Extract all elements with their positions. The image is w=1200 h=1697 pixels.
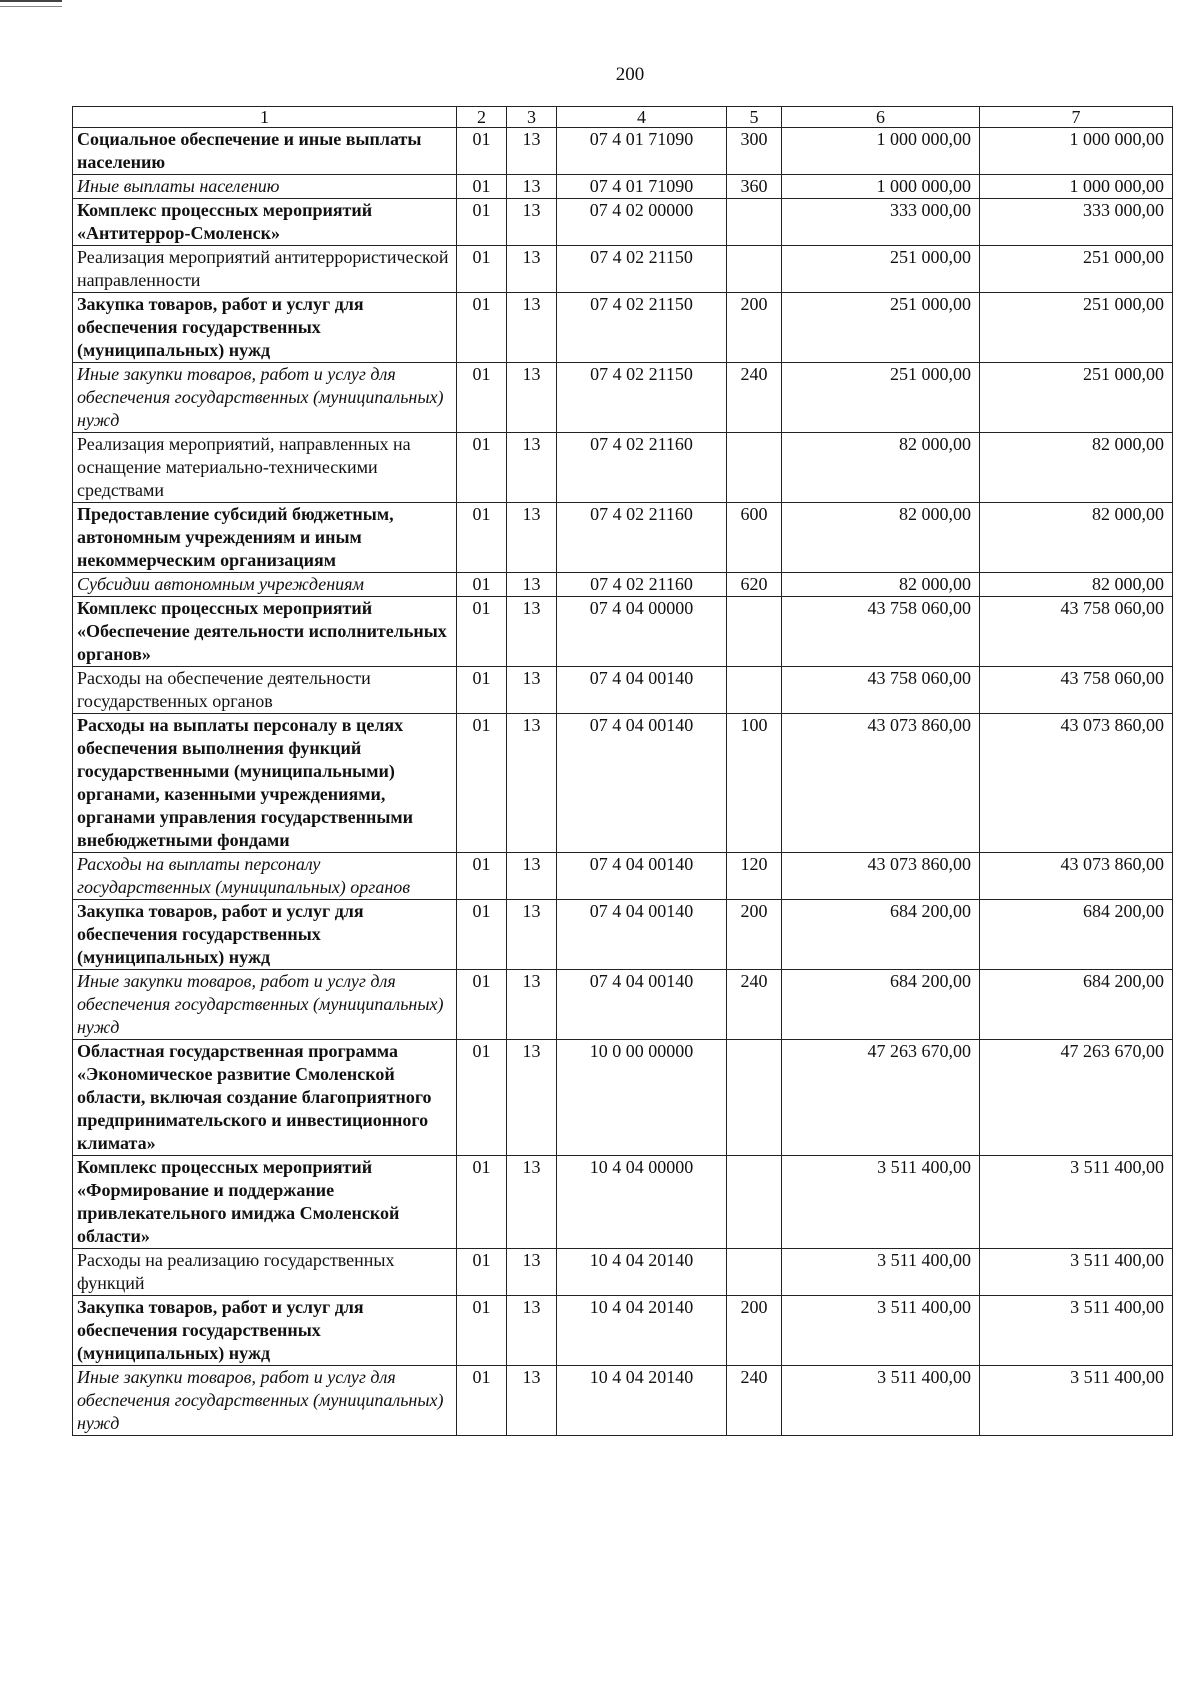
- cell-amount-2: 251 000,00: [980, 363, 1173, 433]
- cell-section: 01: [457, 667, 507, 714]
- cell-name: Иные выплаты населению: [73, 175, 457, 199]
- cell-subsection: 13: [507, 1040, 557, 1156]
- cell-amount-2: 684 200,00: [980, 970, 1173, 1040]
- cell-amount-1: 43 758 060,00: [782, 597, 980, 667]
- cell-amount-1: 43 073 860,00: [782, 853, 980, 900]
- cell-expense-type: [727, 1040, 782, 1156]
- cell-section: 01: [457, 573, 507, 597]
- cell-section: 01: [457, 1156, 507, 1249]
- cell-target-code: 10 0 00 00000: [557, 1040, 727, 1156]
- cell-amount-1: 47 263 670,00: [782, 1040, 980, 1156]
- cell-name: Расходы на обеспечение деятельности государственных органов: [73, 667, 457, 714]
- scan-edge-mark: [0, 0, 62, 2]
- cell-target-code: 07 4 04 00140: [557, 900, 727, 970]
- table-row: [73, 1296, 1173, 1366]
- cell-expense-type: 360: [727, 175, 782, 199]
- table-row: [73, 503, 1173, 573]
- header-col-5: 5: [727, 107, 782, 128]
- cell-name: Закупка товаров, работ и услуг для обеспечения государственных (муниципальных) нужд: [73, 293, 457, 363]
- table-row: [73, 199, 1173, 246]
- cell-target-code: 07 4 01 71090: [557, 128, 727, 175]
- cell-name: Субсидии автономным учреждениям: [73, 573, 457, 597]
- table-row: [73, 1156, 1173, 1249]
- cell-subsection: 13: [507, 128, 557, 175]
- cell-amount-2: 3 511 400,00: [980, 1156, 1173, 1249]
- cell-target-code: 07 4 02 21150: [557, 363, 727, 433]
- cell-target-code: 07 4 04 00140: [557, 853, 727, 900]
- table-row: [73, 597, 1173, 667]
- cell-name: Социальное обеспечение и иные выплаты населению: [73, 128, 457, 175]
- cell-target-code: 10 4 04 20140: [557, 1249, 727, 1296]
- cell-amount-1: 3 511 400,00: [782, 1156, 980, 1249]
- cell-name: Расходы на реализацию государственных функций: [73, 1249, 457, 1296]
- cell-section: 01: [457, 1366, 507, 1436]
- cell-amount-2: 43 073 860,00: [980, 714, 1173, 853]
- cell-subsection: 13: [507, 503, 557, 573]
- cell-amount-2: 43 758 060,00: [980, 597, 1173, 667]
- cell-expense-type: [727, 667, 782, 714]
- cell-expense-type: 100: [727, 714, 782, 853]
- cell-amount-1: 684 200,00: [782, 900, 980, 970]
- cell-amount-1: 684 200,00: [782, 970, 980, 1040]
- cell-amount-1: 1 000 000,00: [782, 128, 980, 175]
- cell-target-code: 07 4 04 00140: [557, 714, 727, 853]
- header-col-1: 1: [73, 107, 457, 128]
- cell-amount-1: 82 000,00: [782, 573, 980, 597]
- cell-subsection: 13: [507, 363, 557, 433]
- cell-name: Реализация мероприятий, направленных на оснащение материально-техническими средствами: [73, 433, 457, 503]
- cell-name: Закупка товаров, работ и услуг для обеспечения государственных (муниципальных) нужд: [73, 1296, 457, 1366]
- cell-target-code: 07 4 04 00140: [557, 970, 727, 1040]
- cell-subsection: 13: [507, 199, 557, 246]
- cell-section: 01: [457, 1040, 507, 1156]
- cell-section: 01: [457, 246, 507, 293]
- table-row: [73, 1249, 1173, 1296]
- cell-amount-1: 3 511 400,00: [782, 1249, 980, 1296]
- cell-section: 01: [457, 175, 507, 199]
- cell-subsection: 13: [507, 853, 557, 900]
- header-col-2: 2: [457, 107, 507, 128]
- table-row: [73, 900, 1173, 970]
- cell-expense-type: 120: [727, 853, 782, 900]
- cell-expense-type: [727, 597, 782, 667]
- header-col-6: 6: [782, 107, 980, 128]
- cell-amount-1: 43 758 060,00: [782, 667, 980, 714]
- cell-subsection: 13: [507, 597, 557, 667]
- scan-edge-mark: [0, 6, 62, 7]
- table-row: [73, 128, 1173, 175]
- cell-expense-type: [727, 433, 782, 503]
- cell-subsection: 13: [507, 175, 557, 199]
- page-number: 200: [615, 64, 645, 85]
- cell-subsection: 13: [507, 1366, 557, 1436]
- table-row: [73, 1366, 1173, 1436]
- cell-subsection: 13: [507, 667, 557, 714]
- cell-target-code: 07 4 02 21150: [557, 293, 727, 363]
- cell-section: 01: [457, 199, 507, 246]
- table-row: [73, 293, 1173, 363]
- cell-subsection: 13: [507, 293, 557, 363]
- cell-amount-1: 3 511 400,00: [782, 1366, 980, 1436]
- cell-expense-type: 620: [727, 573, 782, 597]
- cell-amount-1: 82 000,00: [782, 503, 980, 573]
- cell-expense-type: [727, 1249, 782, 1296]
- cell-amount-2: 251 000,00: [980, 246, 1173, 293]
- cell-amount-1: 1 000 000,00: [782, 175, 980, 199]
- cell-amount-2: 1 000 000,00: [980, 175, 1173, 199]
- cell-amount-1: 251 000,00: [782, 293, 980, 363]
- cell-amount-2: 3 511 400,00: [980, 1366, 1173, 1436]
- cell-section: 01: [457, 503, 507, 573]
- cell-expense-type: 200: [727, 900, 782, 970]
- cell-name: Комплекс процессных мероприятий «Обеспечение деятельности исполнительных органов»: [73, 597, 457, 667]
- header-col-4: 4: [557, 107, 727, 128]
- cell-expense-type: 240: [727, 363, 782, 433]
- header-col-3: 3: [507, 107, 557, 128]
- cell-target-code: 07 4 02 21160: [557, 433, 727, 503]
- cell-section: 01: [457, 1249, 507, 1296]
- table-row: [73, 1040, 1173, 1156]
- cell-expense-type: 200: [727, 1296, 782, 1366]
- cell-name: Иные закупки товаров, работ и услуг для обеспечения государственных (муниципальных) нужд: [73, 363, 457, 433]
- cell-subsection: 13: [507, 433, 557, 503]
- cell-amount-2: 684 200,00: [980, 900, 1173, 970]
- cell-name: Расходы на выплаты персоналу в целях обеспечения выполнения функций государственными (муниципальными) органами, казенными учреждениями, органами управления государственными внебюджетными фондами: [73, 714, 457, 853]
- cell-expense-type: 200: [727, 293, 782, 363]
- cell-section: 01: [457, 597, 507, 667]
- cell-subsection: 13: [507, 573, 557, 597]
- cell-target-code: 07 4 04 00000: [557, 597, 727, 667]
- cell-subsection: 13: [507, 246, 557, 293]
- cell-section: 01: [457, 714, 507, 853]
- table-row: [73, 573, 1173, 597]
- cell-name: Комплекс процессных мероприятий «Антитеррор-Смоленск»: [73, 199, 457, 246]
- cell-target-code: 07 4 02 21150: [557, 246, 727, 293]
- cell-target-code: 07 4 04 00140: [557, 667, 727, 714]
- cell-name: Реализация мероприятий антитеррористической направленности: [73, 246, 457, 293]
- cell-amount-1: 251 000,00: [782, 246, 980, 293]
- table-body: [73, 107, 1173, 1436]
- cell-subsection: 13: [507, 1296, 557, 1366]
- cell-subsection: 13: [507, 900, 557, 970]
- cell-amount-2: 82 000,00: [980, 573, 1173, 597]
- cell-section: 01: [457, 900, 507, 970]
- cell-amount-2: 3 511 400,00: [980, 1249, 1173, 1296]
- cell-amount-2: 333 000,00: [980, 199, 1173, 246]
- table-row: [73, 667, 1173, 714]
- cell-expense-type: [727, 246, 782, 293]
- cell-subsection: 13: [507, 1249, 557, 1296]
- cell-amount-2: 47 263 670,00: [980, 1040, 1173, 1156]
- cell-name: Областная государственная программа «Экономическое развитие Смоленской области, включая создание благоприятного предпринимательского и инвестиционного климата»: [73, 1040, 457, 1156]
- cell-target-code: 07 4 01 71090: [557, 175, 727, 199]
- cell-section: 01: [457, 293, 507, 363]
- cell-amount-2: 251 000,00: [980, 293, 1173, 363]
- cell-amount-1: 82 000,00: [782, 433, 980, 503]
- table-row: [73, 853, 1173, 900]
- cell-expense-type: [727, 199, 782, 246]
- table-row: [73, 175, 1173, 199]
- cell-expense-type: [727, 1156, 782, 1249]
- cell-section: 01: [457, 433, 507, 503]
- header-col-7: 7: [980, 107, 1173, 128]
- cell-expense-type: 240: [727, 1366, 782, 1436]
- cell-expense-type: 300: [727, 128, 782, 175]
- cell-section: 01: [457, 970, 507, 1040]
- cell-amount-1: 3 511 400,00: [782, 1296, 980, 1366]
- cell-section: 01: [457, 363, 507, 433]
- cell-name: Закупка товаров, работ и услуг для обеспечения государственных (муниципальных) нужд: [73, 900, 457, 970]
- cell-subsection: 13: [507, 714, 557, 853]
- cell-subsection: 13: [507, 970, 557, 1040]
- cell-name: Расходы на выплаты персоналу государственных (муниципальных) органов: [73, 853, 457, 900]
- cell-section: 01: [457, 1296, 507, 1366]
- cell-amount-1: 251 000,00: [782, 363, 980, 433]
- table-row: [73, 714, 1173, 853]
- cell-amount-2: 43 073 860,00: [980, 853, 1173, 900]
- cell-expense-type: 600: [727, 503, 782, 573]
- cell-amount-2: 82 000,00: [980, 503, 1173, 573]
- cell-target-code: 07 4 02 00000: [557, 199, 727, 246]
- cell-target-code: 10 4 04 20140: [557, 1366, 727, 1436]
- cell-amount-2: 1 000 000,00: [980, 128, 1173, 175]
- cell-amount-1: 43 073 860,00: [782, 714, 980, 853]
- cell-amount-2: 43 758 060,00: [980, 667, 1173, 714]
- table-row: [73, 433, 1173, 503]
- cell-amount-1: 333 000,00: [782, 199, 980, 246]
- table-header-row: [73, 107, 1173, 128]
- cell-section: 01: [457, 128, 507, 175]
- cell-expense-type: 240: [727, 970, 782, 1040]
- table-row: [73, 246, 1173, 293]
- cell-target-code: 07 4 02 21160: [557, 503, 727, 573]
- cell-subsection: 13: [507, 1156, 557, 1249]
- cell-amount-2: 3 511 400,00: [980, 1296, 1173, 1366]
- table-row: [73, 363, 1173, 433]
- cell-name: Комплекс процессных мероприятий «Формирование и поддержание привлекательного имиджа Смоленской области»: [73, 1156, 457, 1249]
- cell-target-code: 10 4 04 20140: [557, 1296, 727, 1366]
- cell-target-code: 07 4 02 21160: [557, 573, 727, 597]
- cell-amount-2: 82 000,00: [980, 433, 1173, 503]
- cell-target-code: 10 4 04 00000: [557, 1156, 727, 1249]
- table-row: [73, 970, 1173, 1040]
- cell-name: Предоставление субсидий бюджетным, автономным учреждениям и иным некоммерческим организациям: [73, 503, 457, 573]
- cell-name: Иные закупки товаров, работ и услуг для обеспечения государственных (муниципальных) нужд: [73, 970, 457, 1040]
- budget-table: [72, 106, 1173, 1436]
- cell-name: Иные закупки товаров, работ и услуг для обеспечения государственных (муниципальных) нужд: [73, 1366, 457, 1436]
- cell-section: 01: [457, 853, 507, 900]
